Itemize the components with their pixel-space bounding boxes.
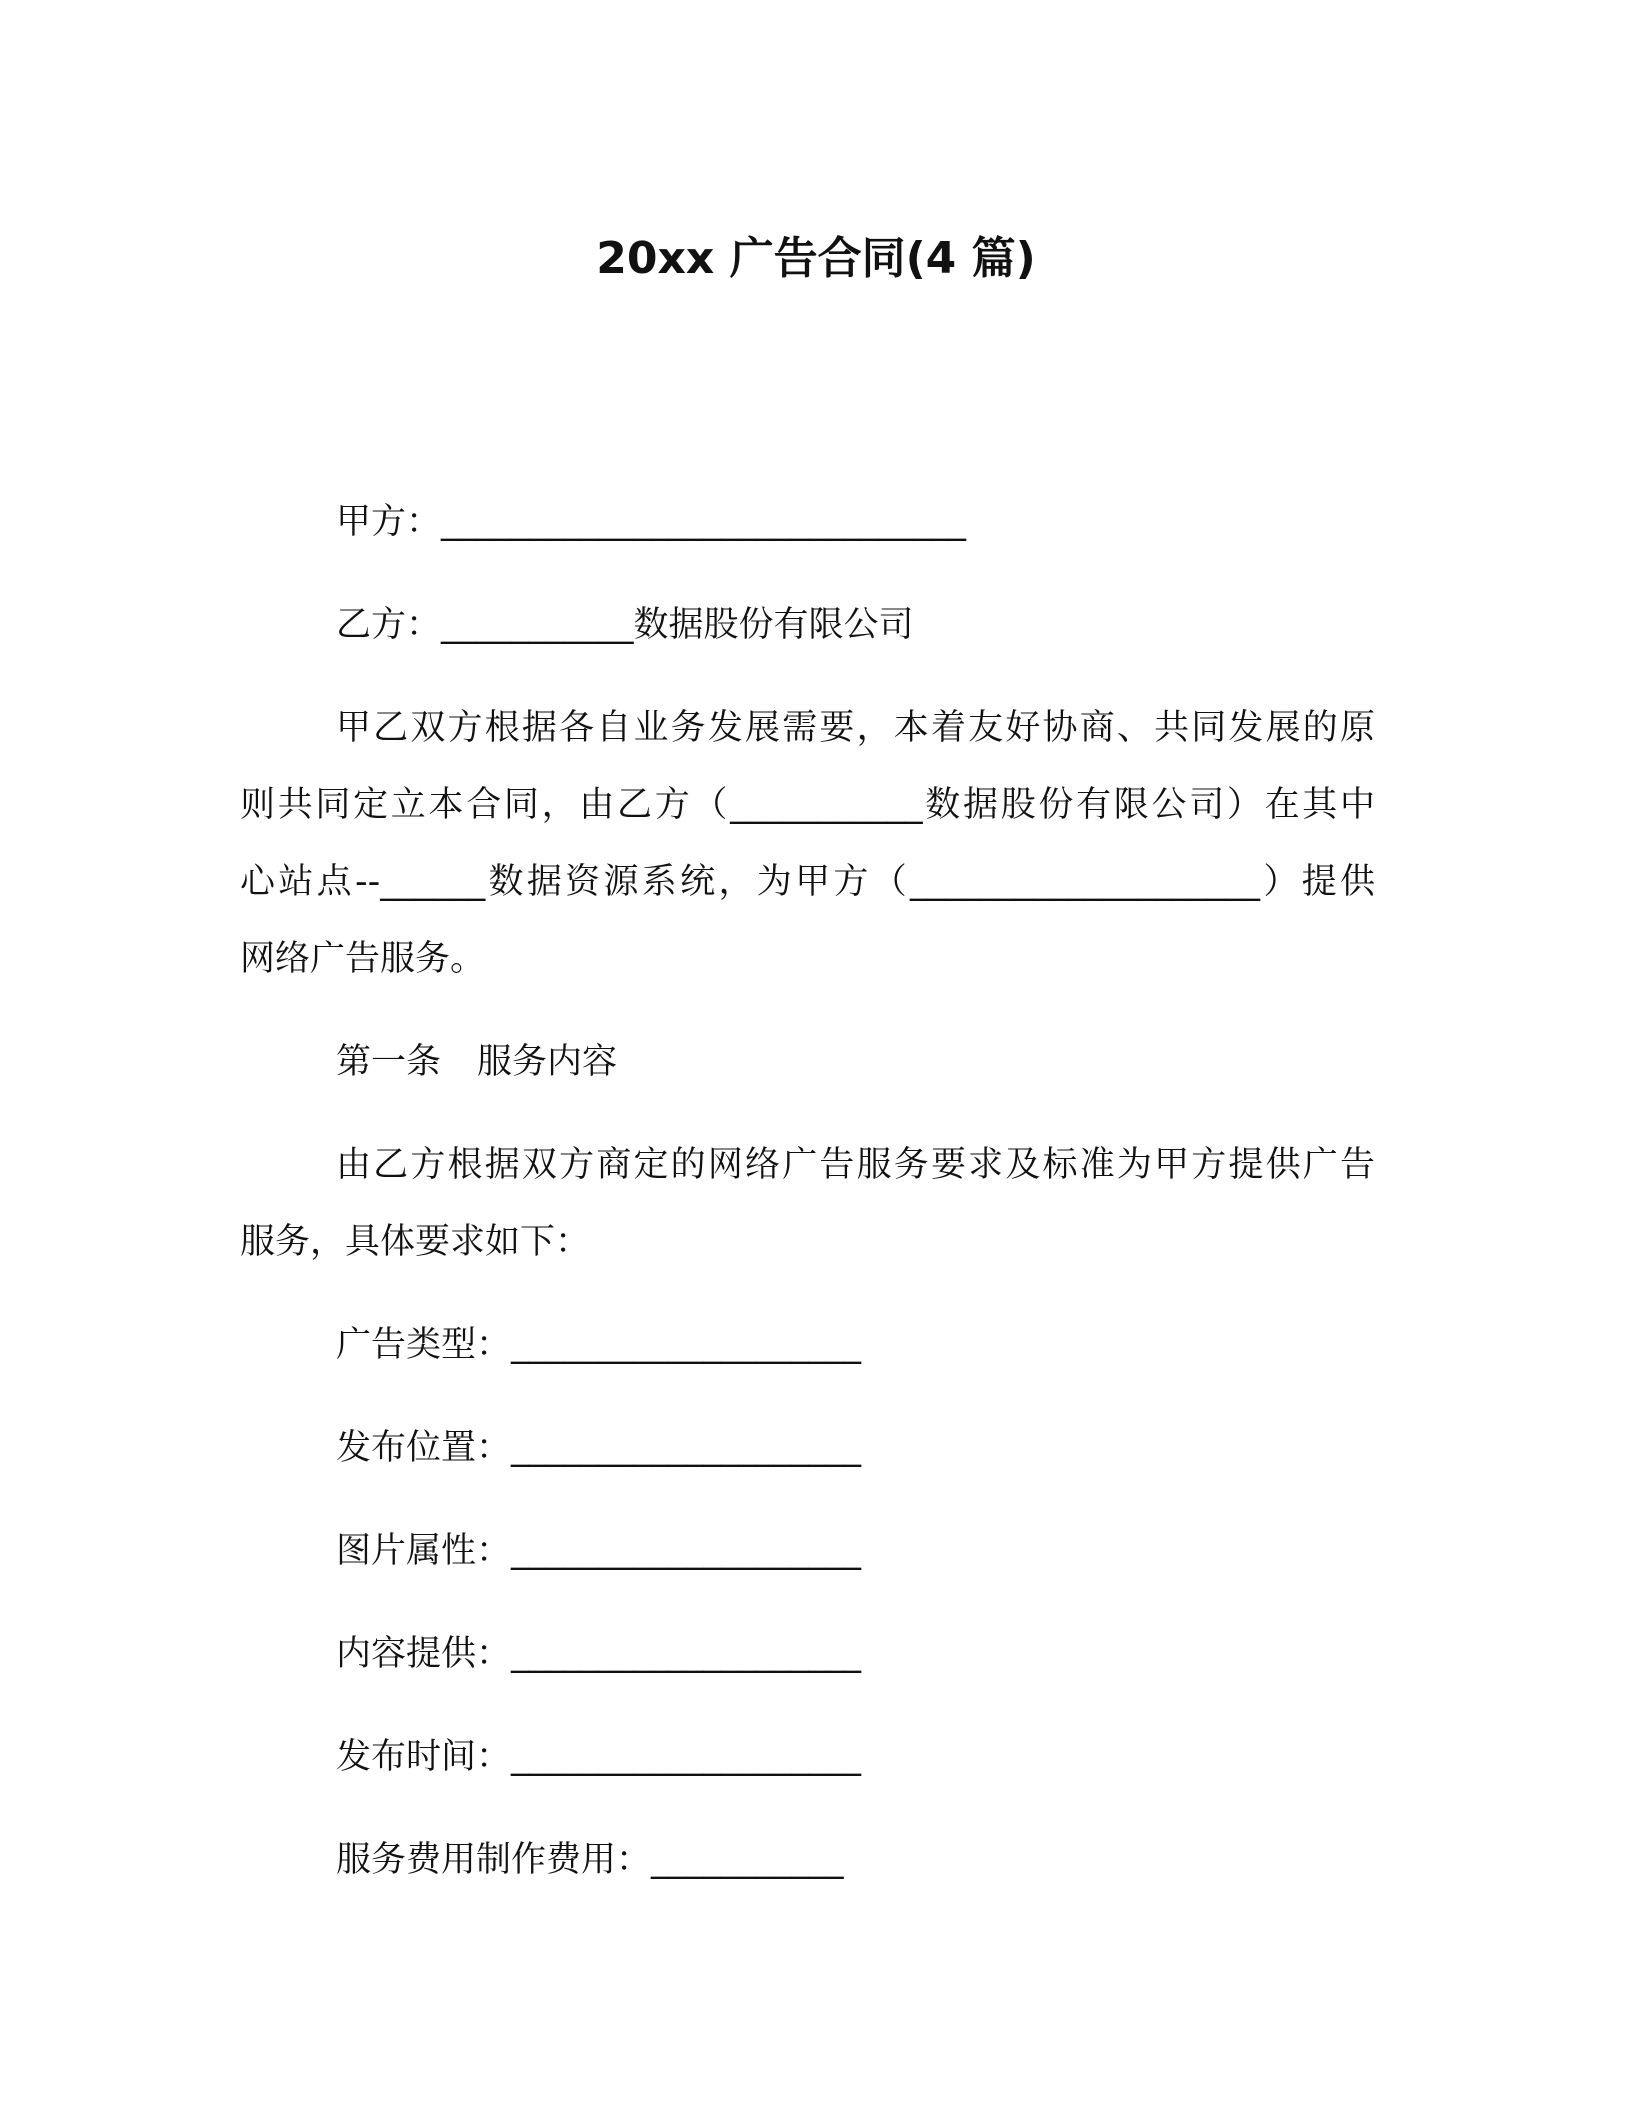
field-image-attributes (336, 1531, 861, 1571)
field-label: 服务费用制作费用： (336, 1840, 652, 1880)
party-a-label: 甲方： (336, 502, 442, 542)
article-1-heading (336, 1042, 617, 1082)
field-blank: ____________________ (511, 1325, 862, 1365)
article-1-line-2: 服务，具体要求如下： (240, 1222, 591, 1262)
field-blank: ____________________ (511, 1634, 862, 1674)
article-1-number: 第一条 (336, 1042, 442, 1082)
party-a-line (336, 502, 966, 542)
field-placement (336, 1428, 861, 1468)
document-title: 20xx 广告合同(4 篇) (596, 233, 1036, 284)
field-label: 内容提供： (336, 1634, 512, 1674)
intro-line-4: 网络广告服务。 (240, 939, 486, 979)
article-1-line-1: 由乙方根据双方商定的网络广告服务要求及标准为甲方提供广告 (336, 1145, 1375, 1185)
field-blank: ____________________ (511, 1428, 862, 1468)
field-label: 图片属性： (336, 1531, 512, 1571)
field-blank: ____________________ (511, 1531, 862, 1571)
party-a-blank: ______________________________ (441, 502, 967, 542)
intro-line-1: 甲乙双方根据各自业务发展需要，本着友好协商、共同发展的原 (336, 708, 1375, 748)
field-blank: ____________________ (511, 1737, 862, 1777)
article-1-title: 服务内容 (477, 1042, 618, 1082)
party-b-label: 乙方： (336, 605, 442, 645)
field-service-fee (336, 1840, 844, 1880)
field-content-provider (336, 1634, 861, 1674)
field-ad-type (336, 1325, 861, 1365)
party-b-company: 数据股份有限公司 (633, 605, 914, 645)
party-b-line (336, 605, 914, 645)
party-b-blank: ___________ (441, 605, 634, 645)
field-label: 发布位置： (336, 1428, 512, 1468)
field-blank: ___________ (651, 1840, 844, 1880)
field-label: 广告类型： (336, 1325, 512, 1365)
intro-line-3: 心站点--______数据资源系统，为甲方（____________________）提供 (240, 862, 1375, 902)
field-label: 发布时间： (336, 1737, 512, 1777)
intro-line-2: 则共同定立本合同，由乙方（___________数据股份有限公司）在其中 (240, 785, 1375, 825)
field-publish-time (336, 1737, 861, 1777)
